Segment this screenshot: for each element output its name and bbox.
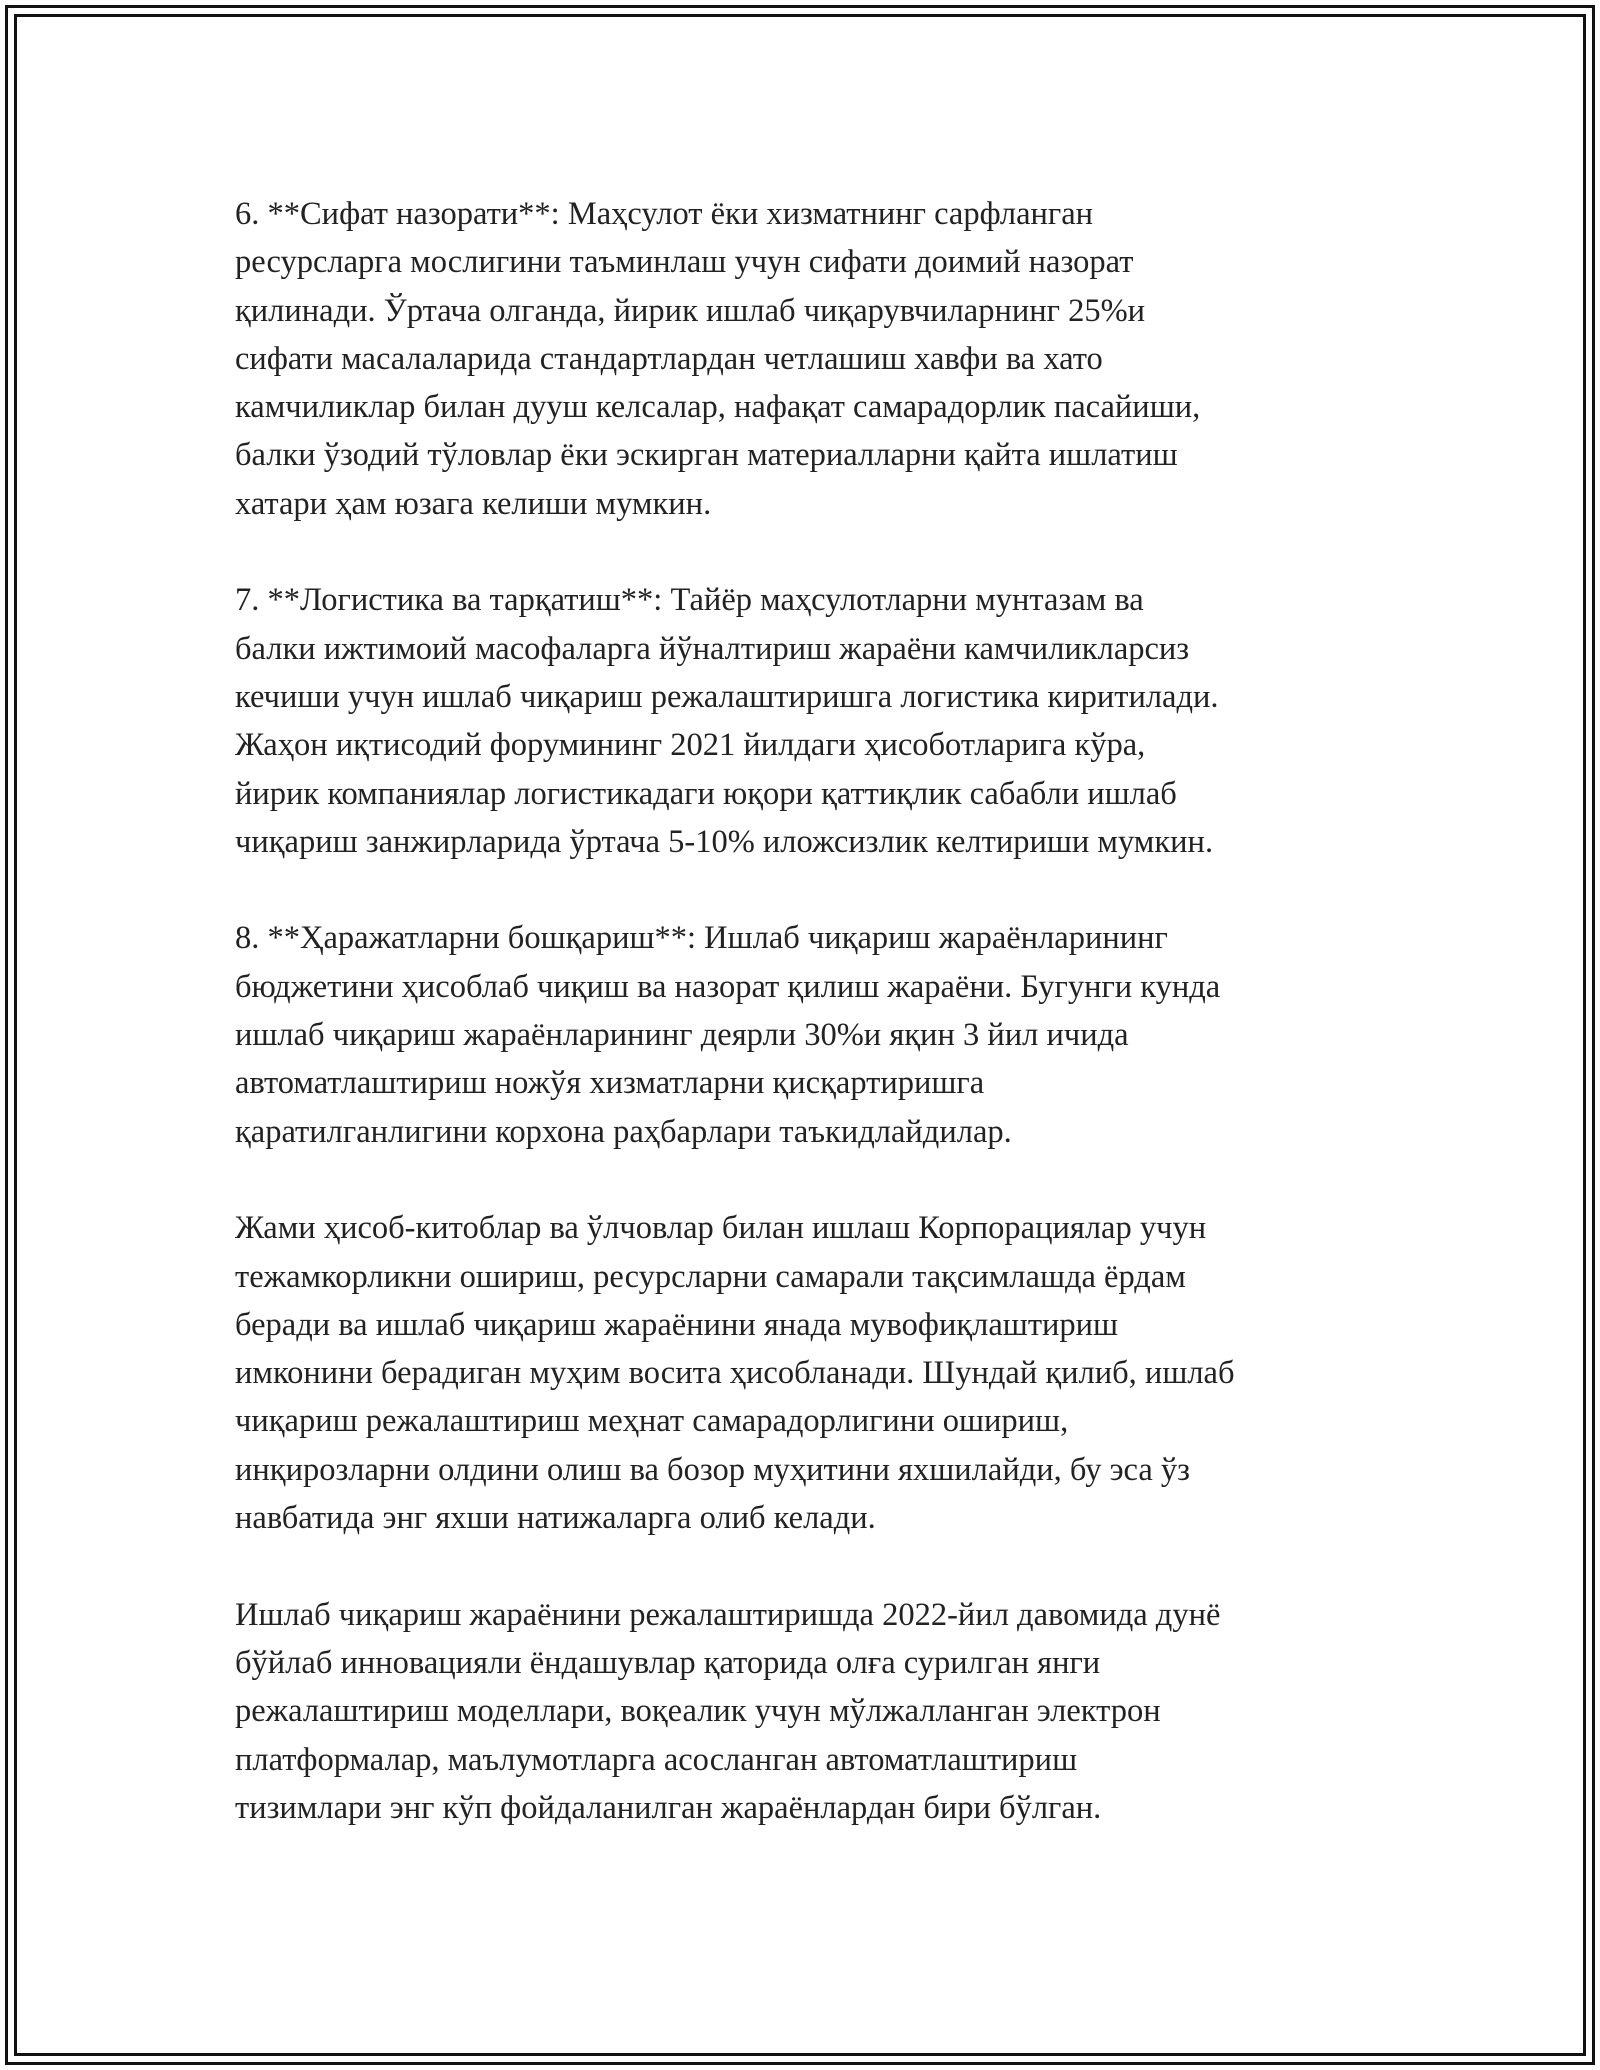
text-line: хатари ҳам юзага келиши мумкин. [235, 485, 712, 522]
text-line: ишлаб чиқариш жараёнларининг деярли 30%и яқин 3 йил ичида [235, 1017, 1129, 1054]
text-line: тежамкорликни ошириш, ресурсларни самарали тақсимлашда ёрдам [235, 1258, 1186, 1295]
text-line: чиқариш режалаштириш меҳнат самарадорлигини ошириш, [235, 1403, 1069, 1440]
text-line: платформалар, маълумотларга асосланган автоматлаштириш [235, 1741, 1078, 1778]
text-line: кечиши учун ишлаб чиқариш режалаштиришга логистика киритилади. [235, 678, 1219, 715]
text-line: камчиликлар билан дууш келсалар, нафақат самарадорлик пасайиши, [235, 389, 1201, 426]
text-line: беради ва ишлаб чиқариш жараёнини янада мувофиқлаштириш [235, 1306, 1119, 1343]
text-line: навбатида энг яхши натижаларга олиб келади. [235, 1500, 876, 1537]
paragraph-logistics [235, 576, 1375, 866]
text-line: бўйлаб инновацияли ёндашувлар қаторида олға сурилган янги [235, 1644, 1101, 1681]
text-line: бюджетини ҳисоблаб чиқиш ва назорат қилиш жараёни. Бугунги кунда [235, 968, 1221, 1005]
text-line: инқирозларни олдини олиш ва бозор муҳитини яхшилайди, бу эса ўз [235, 1451, 1190, 1488]
text-line: чиқариш занжирларида ўртача 5-10% иложсизлик келтириши мумкин. [235, 823, 1214, 860]
text-line: имконини берадиган муҳим восита ҳисобланади. Шундай қилиб, ишлаб [235, 1355, 1235, 1392]
text-line: тизимлари энг кўп фойдаланилган жараёнлардан бири бўлган. [235, 1789, 1102, 1826]
text-line: йирик компаниялар логистикадаги юқори қаттиқлик сабабли ишлаб [235, 775, 1177, 812]
document-body [235, 190, 1375, 1880]
paragraph-summary [235, 1204, 1375, 1542]
text-line: 7. **Логистика ва тарқатиш**: Тайёр маҳсулотларни мунтазам ва [235, 582, 1144, 619]
text-line: қаратилганлигини корхона раҳбарлари таъкидлайдилар. [235, 1113, 1012, 1150]
text-line: режалаштириш моделлари, воқеалик учун мўлжалланган электрон [235, 1693, 1161, 1730]
text-line: Жами ҳисоб-китоблар ва ўлчовлар билан ишлаш Корпорациялар учун [235, 1210, 1207, 1247]
text-line: балки ижтимоий масофаларга йўналтириш жараёни камчиликларсиз [235, 630, 1190, 667]
text-line: Жаҳон иқтисодий форумининг 2021 йилдаги ҳисоботларига кўра, [235, 727, 1146, 764]
text-line: Ишлаб чиқариш жараёнини режалаштиришда 2022-йил давомида дунё [235, 1596, 1221, 1633]
paragraph-cost-management [235, 914, 1375, 1155]
text-line: балки ўзодий тўловлар ёки эскирган материалларни қайта ишлатиш [235, 437, 1178, 474]
text-line: сифати масалаларида стандартлардан четлашиш хавфи ва хато [235, 340, 1103, 377]
paragraph-innovation-2022 [235, 1591, 1375, 1832]
text-line: қилинади. Ўртача олганда, йирик ишлаб чиқарувчиларнинг 25%и [235, 292, 1146, 329]
text-line: 6. **Сифат назорати**: Маҳсулот ёки хизматнинг сарфланган [235, 196, 1094, 232]
text-line: автоматлаштириш ножўя хизматларни қисқартиришга [235, 1065, 985, 1102]
text-line: ресурсларга мослигини таъминлаш учун сифати доимий назорат [235, 244, 1134, 281]
text-line: 8. **Ҳаражатларни бошқариш**: Ишлаб чиқариш жараёнларининг [235, 920, 1168, 957]
paragraph-quality-control [235, 190, 1375, 528]
